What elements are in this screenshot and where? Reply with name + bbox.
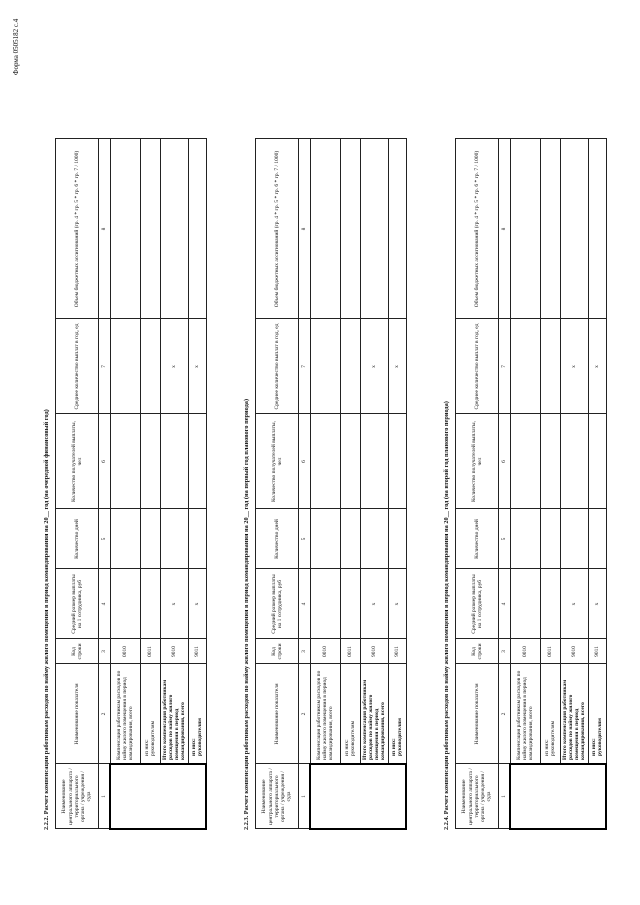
table-caption: 2.2.2. Расчет компенсации работникам расходов по найму жилого помещения в период командирования на 20__ год (на очередной финансовый год) (43, 409, 50, 830)
row-code: 0011 (540, 639, 560, 664)
cell-input[interactable] (140, 319, 160, 414)
row-code: 9010 (160, 639, 188, 664)
x-mark: x (560, 569, 588, 639)
row-label-managers (540, 664, 560, 764)
cell-input[interactable] (140, 509, 160, 569)
header-code: Код строки (56, 639, 99, 664)
column-number: 7 (499, 319, 511, 414)
row-label-comp: Компенсация работникам расходов по найму жилого помещения в период командирования, всего (310, 664, 340, 764)
row-code: 0010 (310, 639, 340, 664)
column-number: 7 (99, 319, 111, 414)
header-name: Наименование центрального аппарата / территориального органа / учреждения / суда (256, 764, 299, 829)
cell-empty (360, 414, 388, 509)
cell-empty (188, 414, 206, 509)
header-avg: Средний размер выплаты на 1 сотрудника, руб (256, 569, 299, 639)
header-indicator: Наименование показателя (56, 664, 99, 764)
cell-input[interactable] (140, 414, 160, 509)
column-number: 2 (299, 664, 311, 764)
column-number: 1 (99, 764, 111, 829)
row-label-managers (140, 664, 160, 764)
calc-table (255, 139, 407, 831)
header-avg: Средний размер выплаты на 1 сотрудника, руб (456, 569, 499, 639)
header-avgcount: Среднее количество выплат в год, ед (456, 319, 499, 414)
cell-input[interactable] (110, 414, 140, 509)
header-days: Количество дней (456, 509, 499, 569)
of-which: из них: (390, 738, 397, 756)
row-label-total: Итого компенсация работникам расходов по найму жилого помещения в период командирования, всего (560, 664, 588, 764)
row-code: 0010 (510, 639, 540, 664)
cell-input[interactable] (310, 319, 340, 414)
managers: руководителям (597, 718, 604, 756)
cell-input[interactable] (510, 569, 540, 639)
row-code: 0011 (140, 639, 160, 664)
cell-empty (560, 509, 588, 569)
column-number: 3 (299, 639, 311, 664)
cell-input[interactable] (140, 139, 160, 319)
x-mark: x (588, 569, 606, 639)
table-caption: 2.2.4. Расчет компенсации работникам расходов по найму жилого помещения в период командирования на 20__ год (на второй год планового периода) (443, 401, 450, 830)
entity-name-input[interactable] (310, 764, 406, 829)
managers: руководителям (350, 720, 356, 756)
row-label-total-managers (588, 664, 606, 764)
header-avg: Средний размер выплаты на 1 сотрудника, руб (56, 569, 99, 639)
row-label-total-managers (188, 664, 206, 764)
cell-input[interactable] (340, 569, 360, 639)
entity-name-input[interactable] (510, 764, 606, 829)
row-code: 9010 (360, 639, 388, 664)
cell-empty (188, 509, 206, 569)
cell-input[interactable] (510, 319, 540, 414)
column-number: 8 (99, 139, 111, 319)
row-label-comp: Компенсация работникам расходов по найму жилого помещения в период командирования, всего (110, 664, 140, 764)
cell-empty (160, 509, 188, 569)
x-mark: x (388, 319, 406, 414)
column-number: 5 (299, 509, 311, 569)
x-mark: x (588, 319, 606, 414)
cell-input[interactable] (310, 509, 340, 569)
column-number: 1 (499, 764, 511, 829)
header-recipients: Количество получателей выплаты, чел (456, 414, 499, 509)
column-number: 7 (299, 319, 311, 414)
cell-input[interactable] (540, 569, 560, 639)
header-volume: Объем бюджетных ассигнований (гр. 4 * гр. 5 * гр. 6 * гр. 7 / 1000) (56, 139, 99, 319)
header-days: Количество дней (256, 509, 299, 569)
row-code: 9011 (388, 639, 406, 664)
row-label-comp: Компенсация работникам расходов по найму жилого помещения в период командирования, всего (510, 664, 540, 764)
column-number: 6 (299, 414, 311, 509)
x-mark: x (160, 319, 188, 414)
x-mark: x (188, 319, 206, 414)
column-number: 3 (99, 639, 111, 664)
cell-empty (560, 414, 588, 509)
cell-input[interactable] (110, 509, 140, 569)
column-number: 2 (499, 664, 511, 764)
column-number: 3 (499, 639, 511, 664)
form-code: Форма 0505182 с.4 (12, 18, 20, 75)
column-number: 8 (299, 139, 311, 319)
header-indicator: Наименование показателя (256, 664, 299, 764)
column-number: 6 (99, 414, 111, 509)
column-number: 4 (99, 569, 111, 639)
cell-input[interactable] (310, 569, 340, 639)
header-recipients: Количество получателей выплаты, чел (56, 414, 99, 509)
row-code: 0011 (340, 639, 360, 664)
cell-input[interactable] (388, 139, 406, 319)
cell-input[interactable] (188, 139, 206, 319)
cell-input[interactable] (110, 569, 140, 639)
column-number: 5 (99, 509, 111, 569)
row-label-managers (340, 664, 360, 764)
cell-input[interactable] (110, 139, 140, 319)
cell-input[interactable] (140, 569, 160, 639)
of-which: из них: (590, 738, 597, 756)
cell-input[interactable] (340, 139, 360, 319)
row-label-total: Итого компенсация работникам расходов по найму жилого помещения в период командирования, всего (360, 664, 388, 764)
cell-empty (160, 414, 188, 509)
header-name: Наименование центрального аппарата / территориального органа / учреждения / суда (56, 764, 99, 829)
x-mark: x (360, 569, 388, 639)
cell-input[interactable] (540, 509, 560, 569)
header-code: Код строки (456, 639, 499, 664)
cell-input[interactable] (340, 414, 360, 509)
column-number: 8 (499, 139, 511, 319)
column-number: 6 (499, 414, 511, 509)
managers: руководителям (550, 720, 556, 756)
cell-input[interactable] (540, 319, 560, 414)
calc-table (55, 139, 207, 831)
row-label-total: Итого компенсация работникам расходов по найму жилого помещения в период командирования, всего (160, 664, 188, 764)
row-label-total-managers (388, 664, 406, 764)
of-which: из них: (343, 739, 350, 756)
cell-input[interactable] (360, 139, 388, 319)
cell-input[interactable] (310, 139, 340, 319)
cell-input[interactable] (510, 414, 540, 509)
row-code: 9010 (560, 639, 588, 664)
of-which: из них: (543, 739, 550, 756)
row-code: 9011 (588, 639, 606, 664)
header-volume: Объем бюджетных ассигнований (гр. 4 * гр. 5 * гр. 6 * гр. 7 / 1000) (256, 139, 299, 319)
cell-input[interactable] (310, 414, 340, 509)
header-volume: Объем бюджетных ассигнований (гр. 4 * гр. 5 * гр. 6 * гр. 7 / 1000) (456, 139, 499, 319)
cell-input[interactable] (540, 139, 560, 319)
header-recipients: Количество получателей выплаты, чел (256, 414, 299, 509)
cell-input[interactable] (588, 139, 606, 319)
of-which: из них: (143, 739, 150, 756)
cell-input[interactable] (560, 139, 588, 319)
managers: руководителям (197, 718, 204, 756)
cell-input[interactable] (510, 509, 540, 569)
cell-empty (388, 509, 406, 569)
cell-input[interactable] (540, 414, 560, 509)
managers: руководителям (397, 718, 404, 756)
table-caption: 2.2.3. Расчет компенсации работникам расходов по найму жилого помещения в период командирования на 20__ год (на первый год планового периода) (243, 398, 250, 830)
entity-name-input[interactable] (110, 764, 206, 829)
column-number: 1 (299, 764, 311, 829)
row-code: 9011 (188, 639, 206, 664)
cell-empty (588, 509, 606, 569)
x-mark: x (560, 319, 588, 414)
cell-empty (360, 509, 388, 569)
cell-empty (588, 414, 606, 509)
header-days: Количество дней (56, 509, 99, 569)
row-code: 0010 (110, 639, 140, 664)
cell-input[interactable] (160, 139, 188, 319)
cell-empty (388, 414, 406, 509)
x-mark: x (188, 569, 206, 639)
header-name: Наименование центрального аппарата / территориального органа / учреждения / суда (456, 764, 499, 829)
of-which: из них: (190, 738, 197, 756)
cell-input[interactable] (340, 319, 360, 414)
x-mark: x (160, 569, 188, 639)
header-code: Код строки (256, 639, 299, 664)
x-mark: x (360, 319, 388, 414)
column-number: 4 (499, 569, 511, 639)
column-number: 5 (499, 509, 511, 569)
column-number: 2 (99, 664, 111, 764)
header-avgcount: Среднее количество выплат в год, ед (56, 319, 99, 414)
calc-table (455, 139, 607, 831)
column-number: 4 (299, 569, 311, 639)
cell-input[interactable] (110, 319, 140, 414)
header-indicator: Наименование показателя (456, 664, 499, 764)
managers: руководителям (150, 720, 156, 756)
header-avgcount: Среднее количество выплат в год, ед (256, 319, 299, 414)
cell-input[interactable] (510, 139, 540, 319)
x-mark: x (388, 569, 406, 639)
cell-input[interactable] (340, 509, 360, 569)
